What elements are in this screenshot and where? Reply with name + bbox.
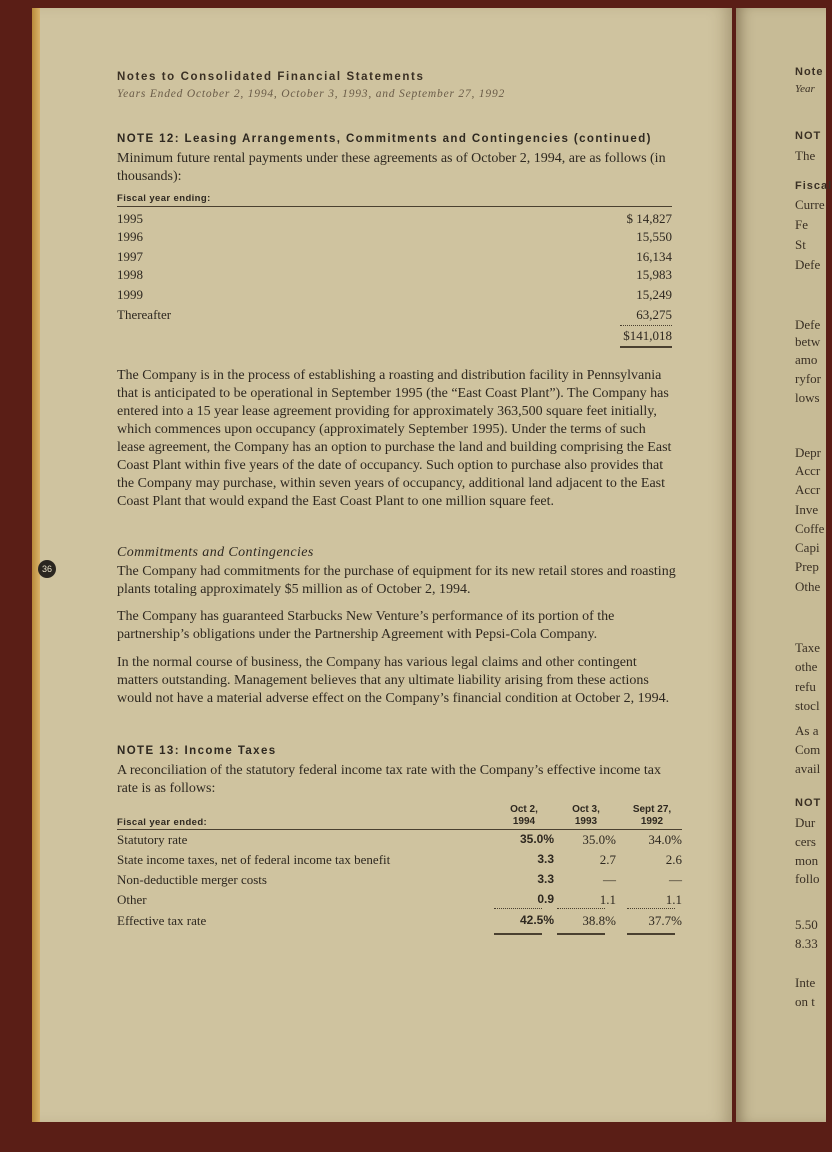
tax-value-1993: 2.7 (599, 852, 616, 867)
facing-text-fragment: 5.50 (795, 917, 818, 932)
rental-year: 1999 (117, 287, 143, 302)
facing-text-fragment: St (795, 237, 806, 252)
facing-text-fragment: Prep (795, 559, 819, 574)
tax-value-1992: — (669, 872, 682, 887)
rental-row (117, 249, 672, 267)
note-12-heading: NOTE 12: Leasing Arrangements, Commitments and Contingencies (continued) (117, 133, 652, 145)
rental-year: Thereafter (117, 307, 172, 322)
tax-row (117, 872, 682, 890)
note-13-intro: A reconciliation of the statutory federal income tax rate with the Company’s effective income tax rate is as follows: (117, 763, 661, 796)
tax-row-label: Other (117, 892, 147, 907)
facing-text-fragment: Dur (795, 815, 816, 830)
page-number-badge: 36 (38, 560, 56, 578)
tax-total-rule-3 (627, 933, 675, 935)
tax-value-1994: 3.3 (537, 852, 554, 866)
rental-row (117, 267, 672, 285)
rental-year: 1997 (117, 249, 143, 264)
col-head-1992: Sept 27, 1992 (632, 804, 672, 827)
facing-text-fragment: follo (795, 871, 820, 886)
facing-text-fragment: stocl (795, 698, 820, 713)
rental-year: 1995 (117, 211, 143, 226)
tax-total-row: Effective tax rate 42.5% 38.8% 37.7% (117, 913, 682, 928)
rental-amount: 15,249 (636, 287, 672, 302)
rental-total-double-rule (620, 346, 672, 348)
commitments-heading: Commitments and Contingencies (117, 545, 314, 560)
rental-year: 1998 (117, 267, 143, 282)
rental-year: 1996 (117, 229, 143, 244)
page-header-title: Notes to Consolidated Financial Statements (117, 71, 425, 83)
facing-text-fragment: on t (795, 994, 815, 1009)
facing-text-fragment: Defe (795, 257, 821, 272)
facing-text-fragment: ryfor (795, 371, 821, 386)
tax-row (117, 832, 682, 850)
facing-text-fragment: Fe (795, 217, 808, 232)
legal-paragraph: In the normal course of business, the Company has various legal claims and other contingent matters outstanding. Management believes that any ultimate liability arising from these actions would not have a material adverse effect on the Company’s financial condition at October 2, 1994. (117, 655, 670, 706)
tax-row-label: Non-deductible merger costs (117, 872, 267, 887)
guarantee-paragraph: The Company has guaranteed Starbucks New Venture’s performance of its portion of the partnership’s obligations under the Partnership Agreement with Pepsi-Cola Company. (117, 609, 615, 642)
facing-text-fragment: Accr (795, 482, 821, 497)
facing-page (736, 8, 832, 1122)
tax-value-1993: 35.0% (582, 832, 616, 847)
facing-text-fragment: othe (795, 659, 818, 674)
facing-text-fragment: Fiscal (795, 180, 832, 192)
tax-sum-dots-3 (627, 908, 675, 909)
rental-row (117, 307, 672, 325)
facing-text-fragment: mon (795, 853, 819, 868)
rental-total: $141,018 (623, 328, 672, 343)
tax-value-1992: 1.1 (665, 892, 682, 907)
facing-text-fragment: Capi (795, 540, 820, 555)
facing-text-fragment: 8.33 (795, 936, 818, 951)
east-coast-paragraph: The Company is in the process of establishing a roasting and distribution facility in Pennsylvania that is anticipated to be operational in September 1995 (the “East Coast Plant”). The Company has entered into a 15 year lease agreement providing for approximately 363,500 square feet initially, which commences upon occupancy (approximately September 1995). Under the terms of such lease agreement, the Company has an option to purchase the land and building comprising the East Coast Plant within five years of the date of occupancy. Such option to purchase also provides that the Company may purchase, within seven years of occupancy, additional land adjacent to the East Coast Plant that would expand the East Coast Plant to one million square feet. (117, 368, 672, 509)
rental-table-top-rule (117, 206, 672, 207)
rental-row (117, 229, 672, 247)
commitments-paragraph: The Company had commitments for the purchase of equipment for its new retail stores and roasting plants totaling approximately $5 million as of October 2, 1994. (117, 564, 676, 597)
page-header-subtitle: Years Ended October 2, 1994, October 3, 1993, and September 27, 1992 (117, 88, 506, 100)
rental-table-label: Fiscal year ending: (117, 193, 211, 204)
rental-amount: 15,983 (636, 267, 672, 282)
tax-sum-dots-2 (557, 908, 605, 909)
facing-text-fragment: refu (795, 679, 816, 694)
tax-value-1994: 35.0% (519, 832, 554, 846)
facing-text-fragment: As a (795, 723, 819, 738)
tax-value-1994: 3.3 (537, 872, 554, 886)
tax-value-1993: — (603, 872, 616, 887)
facing-text-fragment: Year (795, 83, 815, 95)
facing-text-fragment: NOT (795, 797, 822, 809)
rental-row (117, 287, 672, 305)
col-head-1994: Oct 2, 1994 (510, 804, 538, 827)
facing-text-fragment: Taxe (795, 640, 821, 655)
facing-text-fragment: Accr (795, 463, 821, 478)
facing-text-fragment: Inve (795, 502, 819, 517)
facing-text-fragment: Depr (795, 445, 821, 460)
facing-text-fragment: Othe (795, 579, 821, 594)
col-head-1993: Oct 3, 1993 (572, 804, 600, 827)
facing-text-fragment: The (795, 148, 816, 163)
tax-value-1992: 34.0% (648, 832, 682, 847)
facing-text-fragment: Defe (795, 317, 821, 332)
facing-text-fragment: lows (795, 390, 820, 405)
tax-row-label: State income taxes, net of federal income tax benefit (117, 852, 391, 867)
facing-text-fragment: Inte (795, 975, 816, 990)
tax-row (117, 852, 682, 870)
tax-total-rule-1 (494, 933, 542, 935)
rental-row (117, 211, 672, 229)
rental-total-row (117, 328, 672, 346)
facing-text-fragment: NOT (795, 130, 822, 142)
tax-table-top-rule (117, 829, 682, 830)
facing-text-fragment: Note (795, 66, 824, 78)
rental-amount: 16,134 (636, 249, 672, 264)
tax-sum-dots-1 (494, 908, 542, 909)
facing-text-fragment: avail (795, 761, 821, 776)
facing-text-fragment: Coffe (795, 521, 825, 536)
facing-text-fragment: Com (795, 742, 821, 757)
rental-amount: $ 14,827 (626, 211, 672, 226)
facing-text-fragment: betw (795, 334, 821, 349)
facing-text-fragment: Curre (795, 197, 825, 212)
note-13-heading: NOTE 13: Income Taxes (117, 745, 277, 757)
facing-text-fragment: cers (795, 834, 816, 849)
rental-amount: 63,275 (636, 307, 672, 322)
note-12-intro: Minimum future rental payments under these agreements as of October 2, 1994, are as follows (in thousands): (117, 151, 666, 184)
tax-value-1994: 0.9 (537, 892, 554, 906)
tax-value-1992: 2.6 (665, 852, 682, 867)
rental-sum-dots (620, 325, 672, 326)
tax-total-rule-2 (557, 933, 605, 935)
tax-row-label: Statutory rate (117, 832, 188, 847)
tax-value-1993: 1.1 (599, 892, 616, 907)
tax-table-label: Fiscal year ended: (117, 817, 208, 828)
facing-text-fragment: amo (795, 352, 818, 367)
rental-amount: 15,550 (636, 229, 672, 244)
